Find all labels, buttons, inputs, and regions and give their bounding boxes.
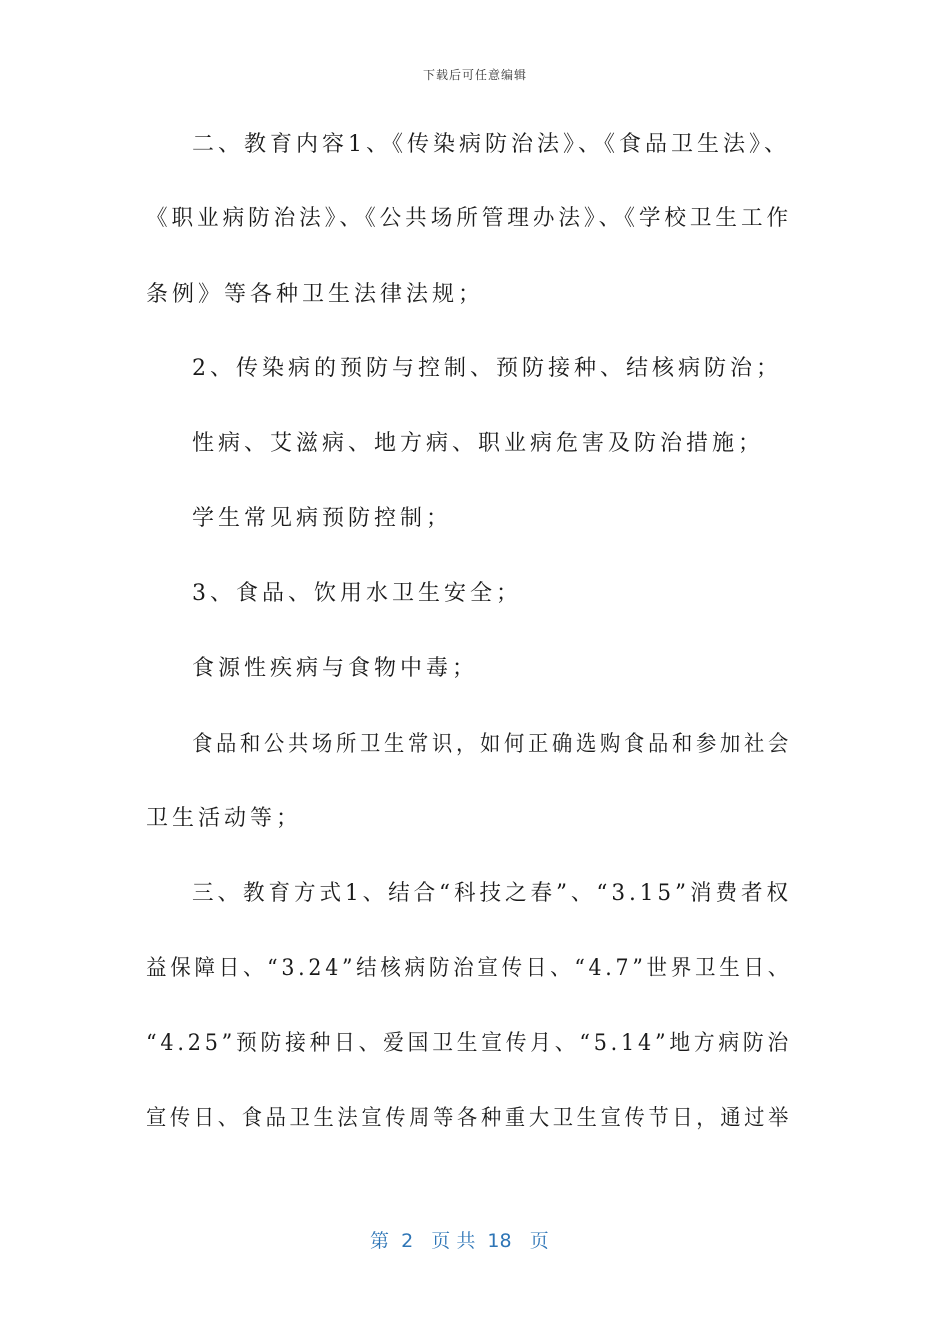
paragraph-line: 性病、艾滋病、地方病、职业病危害及防治措施；	[192, 431, 765, 456]
paragraph-line: 二、教育内容1、《传染病防治法》、《食品卫生法》、	[192, 132, 790, 157]
paragraph-line: 三、教育方式1、结合“科技之春”、“3.15”消费者权	[192, 881, 792, 906]
page-footer-pagination: 第 2 页 共 18 页	[370, 1230, 549, 1252]
paragraph-line: 3、食品、饮用水卫生安全；	[192, 581, 522, 606]
paragraph-line: “4.25”预防接种日、爱国卫生宣传月、“5.14”地方病防治	[146, 1031, 792, 1056]
paragraph-line: 条例》等各种卫生法律法规；	[146, 282, 485, 307]
paragraph-line: 宣传日、食品卫生法宣传周等各种重大卫生宣传节日，通过举	[146, 1106, 793, 1131]
paragraph-line: 学生常见病预防控制；	[192, 506, 453, 531]
paragraph-line: 2、传染病的预防与控制、预防接种、结核病防治；	[192, 356, 782, 381]
page-header: 下载后可任意编辑	[422, 68, 527, 82]
paragraph-line: 益保障日、“3.24”结核病防治宣传日、“4.7”世界卫生日、	[146, 956, 792, 981]
paragraph-line: 卫生活动等；	[146, 806, 303, 831]
paragraph-line: 食源性疾病与食物中毒；	[192, 656, 479, 681]
paragraph-line: 《职业病防治法》、《公共场所管理办法》、《学校卫生工作	[146, 206, 793, 231]
paragraph-line: 食品和公共场所卫生常识，如何正确选购食品和参加社会	[192, 732, 793, 757]
